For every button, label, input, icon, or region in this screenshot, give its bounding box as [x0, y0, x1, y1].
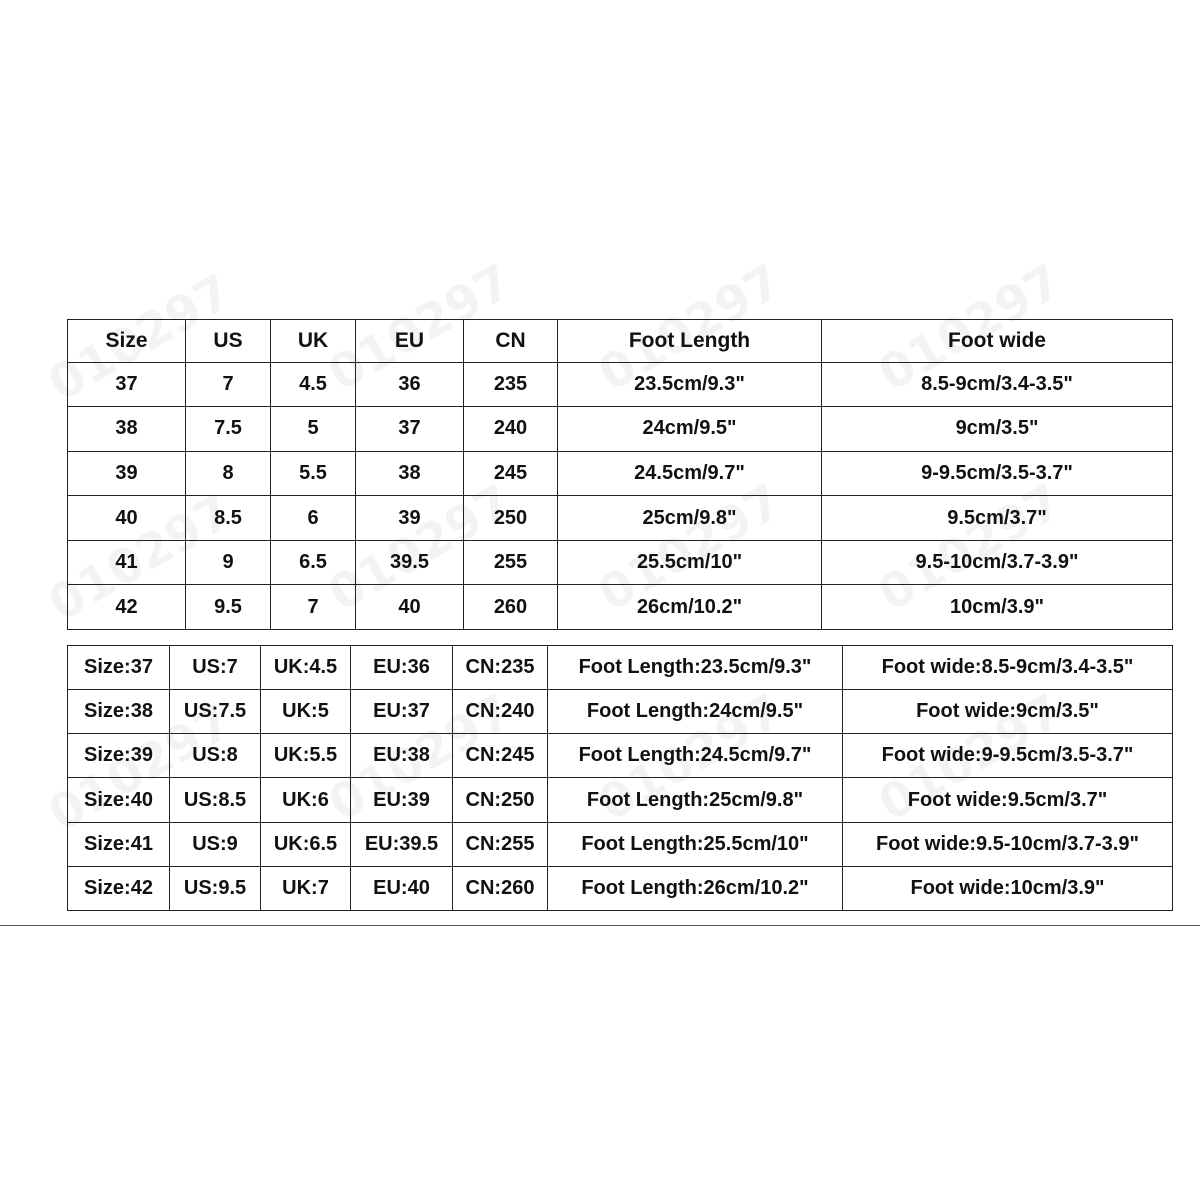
cell-eu: EU:39.5: [351, 822, 453, 866]
cell-eu: EU:38: [351, 734, 453, 778]
cell-us: US:7: [170, 646, 261, 690]
cell-foot-length: Foot Length:25.5cm/10": [548, 822, 843, 866]
cell-us: US:9.5: [170, 866, 261, 910]
header-foot-length: Foot Length: [558, 320, 822, 363]
cell-foot-wide: 9-9.5cm/3.5-3.7": [822, 451, 1173, 496]
header-us: US: [186, 320, 271, 363]
cell-uk: 4.5: [271, 362, 356, 407]
cell-foot-length: 26cm/10.2": [558, 585, 822, 630]
cell-cn: CN:255: [453, 822, 548, 866]
header-cn: CN: [464, 320, 558, 363]
cell-us: 8: [186, 451, 271, 496]
cell-foot-wide: Foot wide:9.5-10cm/3.7-3.9": [843, 822, 1173, 866]
cell-foot-wide: Foot wide:8.5-9cm/3.4-3.5": [843, 646, 1173, 690]
cell-size: 39: [68, 451, 186, 496]
cell-foot-wide: Foot wide:9-9.5cm/3.5-3.7": [843, 734, 1173, 778]
table-row: [68, 690, 1173, 734]
table-row: [68, 646, 1173, 690]
cell-us: 9.5: [186, 585, 271, 630]
cell-foot-length: Foot Length:24cm/9.5": [548, 690, 843, 734]
cell-uk: 5.5: [271, 451, 356, 496]
cell-cn: 245: [464, 451, 558, 496]
cell-size: Size:40: [68, 778, 170, 822]
table-row: [68, 585, 1173, 630]
table-row: [68, 734, 1173, 778]
cell-eu: 40: [356, 585, 464, 630]
cell-eu: EU:36: [351, 646, 453, 690]
cell-size: Size:42: [68, 866, 170, 910]
cell-uk: UK:6: [261, 778, 351, 822]
cell-foot-length: 25.5cm/10": [558, 540, 822, 585]
cell-size: 41: [68, 540, 186, 585]
table-row: [68, 866, 1173, 910]
cell-foot-length: Foot Length:26cm/10.2": [548, 866, 843, 910]
cell-size: 40: [68, 496, 186, 541]
cell-cn: 260: [464, 585, 558, 630]
table-row: [68, 496, 1173, 541]
table-row: [68, 451, 1173, 496]
cell-size: Size:41: [68, 822, 170, 866]
cell-cn: CN:240: [453, 690, 548, 734]
cell-us: 7: [186, 362, 271, 407]
cell-size: 42: [68, 585, 186, 630]
cell-size: 38: [68, 407, 186, 452]
size-chart-table: [67, 319, 1173, 630]
cell-size: 37: [68, 362, 186, 407]
cell-cn: CN:260: [453, 866, 548, 910]
cell-eu: 39: [356, 496, 464, 541]
cell-size: Size:38: [68, 690, 170, 734]
cell-uk: UK:5.5: [261, 734, 351, 778]
cell-uk: UK:5: [261, 690, 351, 734]
cell-eu: EU:39: [351, 778, 453, 822]
cell-uk: 7: [271, 585, 356, 630]
cell-foot-length: Foot Length:24.5cm/9.7": [548, 734, 843, 778]
cell-size: Size:37: [68, 646, 170, 690]
cell-foot-wide: Foot wide:9cm/3.5": [843, 690, 1173, 734]
cell-foot-length: 23.5cm/9.3": [558, 362, 822, 407]
size-label-table: [67, 645, 1173, 911]
cell-us: US:8: [170, 734, 261, 778]
cell-uk: UK:7: [261, 866, 351, 910]
cell-us: 7.5: [186, 407, 271, 452]
header-eu: EU: [356, 320, 464, 363]
cell-eu: EU:37: [351, 690, 453, 734]
cell-cn: 240: [464, 407, 558, 452]
cell-eu: 37: [356, 407, 464, 452]
cell-cn: 250: [464, 496, 558, 541]
cell-foot-length: 24.5cm/9.7": [558, 451, 822, 496]
cell-foot-wide: Foot wide:10cm/3.9": [843, 866, 1173, 910]
table-row: [68, 822, 1173, 866]
cell-uk: 6.5: [271, 540, 356, 585]
cell-us: US:7.5: [170, 690, 261, 734]
cell-uk: 5: [271, 407, 356, 452]
cell-foot-length: Foot Length:25cm/9.8": [548, 778, 843, 822]
cell-foot-wide: 9.5cm/3.7": [822, 496, 1173, 541]
cell-cn: CN:235: [453, 646, 548, 690]
table-row: [68, 407, 1173, 452]
cell-foot-length: Foot Length:23.5cm/9.3": [548, 646, 843, 690]
cell-eu: 39.5: [356, 540, 464, 585]
cell-foot-wide: 10cm/3.9": [822, 585, 1173, 630]
cell-foot-wide: 9.5-10cm/3.7-3.9": [822, 540, 1173, 585]
cell-cn: 255: [464, 540, 558, 585]
cell-size: Size:39: [68, 734, 170, 778]
cell-eu: 38: [356, 451, 464, 496]
cell-us: US:9: [170, 822, 261, 866]
cell-uk: UK:4.5: [261, 646, 351, 690]
cell-foot-wide: Foot wide:9.5cm/3.7": [843, 778, 1173, 822]
divider: [0, 925, 1200, 926]
table-row: [68, 540, 1173, 585]
cell-cn: 235: [464, 362, 558, 407]
cell-cn: CN:245: [453, 734, 548, 778]
header-uk: UK: [271, 320, 356, 363]
cell-eu: EU:40: [351, 866, 453, 910]
cell-us: 8.5: [186, 496, 271, 541]
table-row: [68, 362, 1173, 407]
cell-cn: CN:250: [453, 778, 548, 822]
cell-uk: UK:6.5: [261, 822, 351, 866]
cell-eu: 36: [356, 362, 464, 407]
cell-us: US:8.5: [170, 778, 261, 822]
table-header-row: [68, 320, 1173, 363]
cell-foot-length: 25cm/9.8": [558, 496, 822, 541]
cell-uk: 6: [271, 496, 356, 541]
cell-foot-wide: 8.5-9cm/3.4-3.5": [822, 362, 1173, 407]
cell-us: 9: [186, 540, 271, 585]
table-row: [68, 778, 1173, 822]
cell-foot-wide: 9cm/3.5": [822, 407, 1173, 452]
header-size: Size: [68, 320, 186, 363]
cell-foot-length: 24cm/9.5": [558, 407, 822, 452]
header-foot-wide: Foot wide: [822, 320, 1173, 363]
